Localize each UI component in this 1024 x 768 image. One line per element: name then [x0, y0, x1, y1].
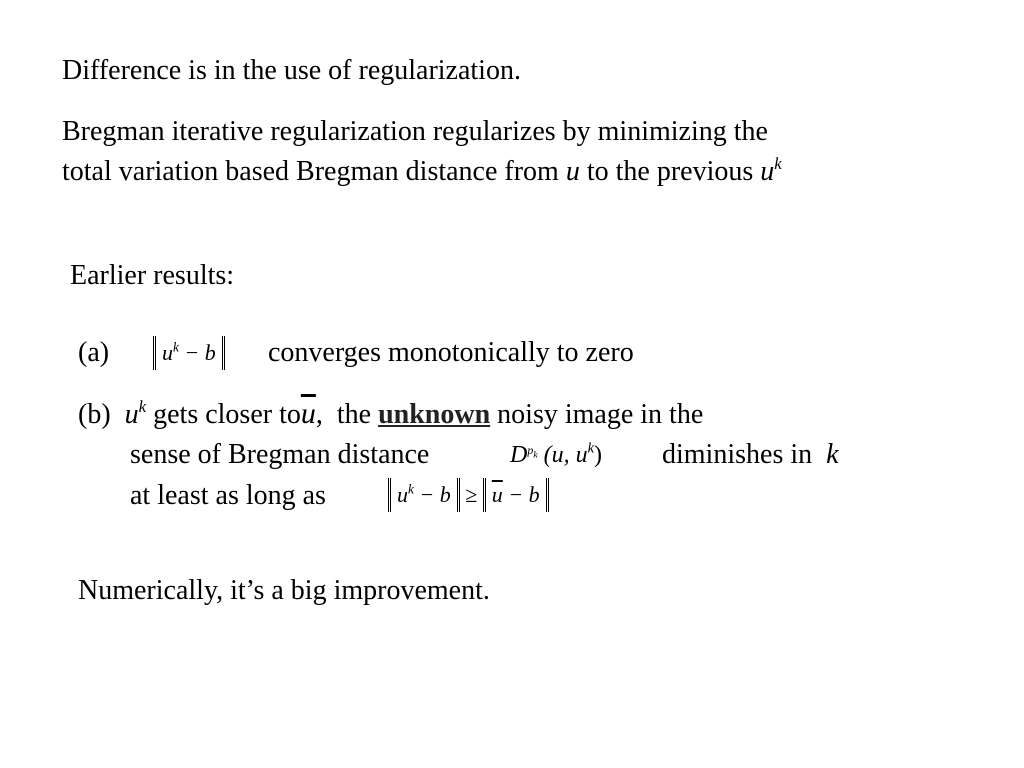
sup-k: k [138, 397, 147, 417]
item-b-line2-tail [662, 440, 839, 470]
norm-bars: $u^k - b$ [153, 336, 225, 370]
bregman-distance-expression: $D^{p_k}$ (u, $u^k$) [510, 440, 602, 468]
norm-left: $u^k - b$ [388, 478, 460, 512]
conclusion: Numerically, it’s a big improvement. [78, 575, 490, 606]
text-gets-closer: gets closer to [153, 399, 301, 430]
intro-paragraph-line1: Bregman iterative regularization regularizes by minimizing the [62, 116, 768, 147]
condition-expression [388, 478, 549, 512]
text-diminishes: diminishes in [662, 439, 813, 470]
var-uk: u [760, 156, 775, 187]
distance-args: (u, u [543, 442, 588, 468]
text-noisy-image: noisy image in the [497, 399, 704, 430]
intro-line: Difference is in the use of regularization. [62, 55, 521, 86]
var-k: k [826, 439, 839, 470]
intro-paragraph-line2 [62, 154, 782, 187]
comma: , [315, 399, 323, 430]
sup-k: k [774, 154, 782, 174]
var-u: u [565, 156, 580, 187]
norm-expression-a [153, 336, 225, 370]
var-u: u [124, 399, 139, 430]
D-symbol: D [510, 442, 528, 468]
geq-symbol: ≥ [465, 482, 478, 507]
item-b-label: (b) [78, 399, 111, 430]
text-the: the [336, 399, 372, 430]
item-b-line2: sense of Bregman distance [130, 439, 430, 470]
para-b-mid: to the previous [586, 156, 754, 187]
item-b-line1 [78, 399, 703, 430]
para-b-pre: total variation based Bregman distance from [62, 156, 559, 187]
u-bar: $\overline{u}$ [300, 397, 316, 430]
item-a-text: converges monotonically to zero [268, 337, 634, 368]
item-a-label: (a) [78, 337, 110, 368]
item-b-line3: at least as long as [130, 480, 326, 511]
unknown-emphasis: unknown [378, 399, 491, 430]
norm-right: $\overline{u} - b$ [483, 478, 549, 512]
earlier-results-heading: Earlier results: [70, 260, 235, 291]
